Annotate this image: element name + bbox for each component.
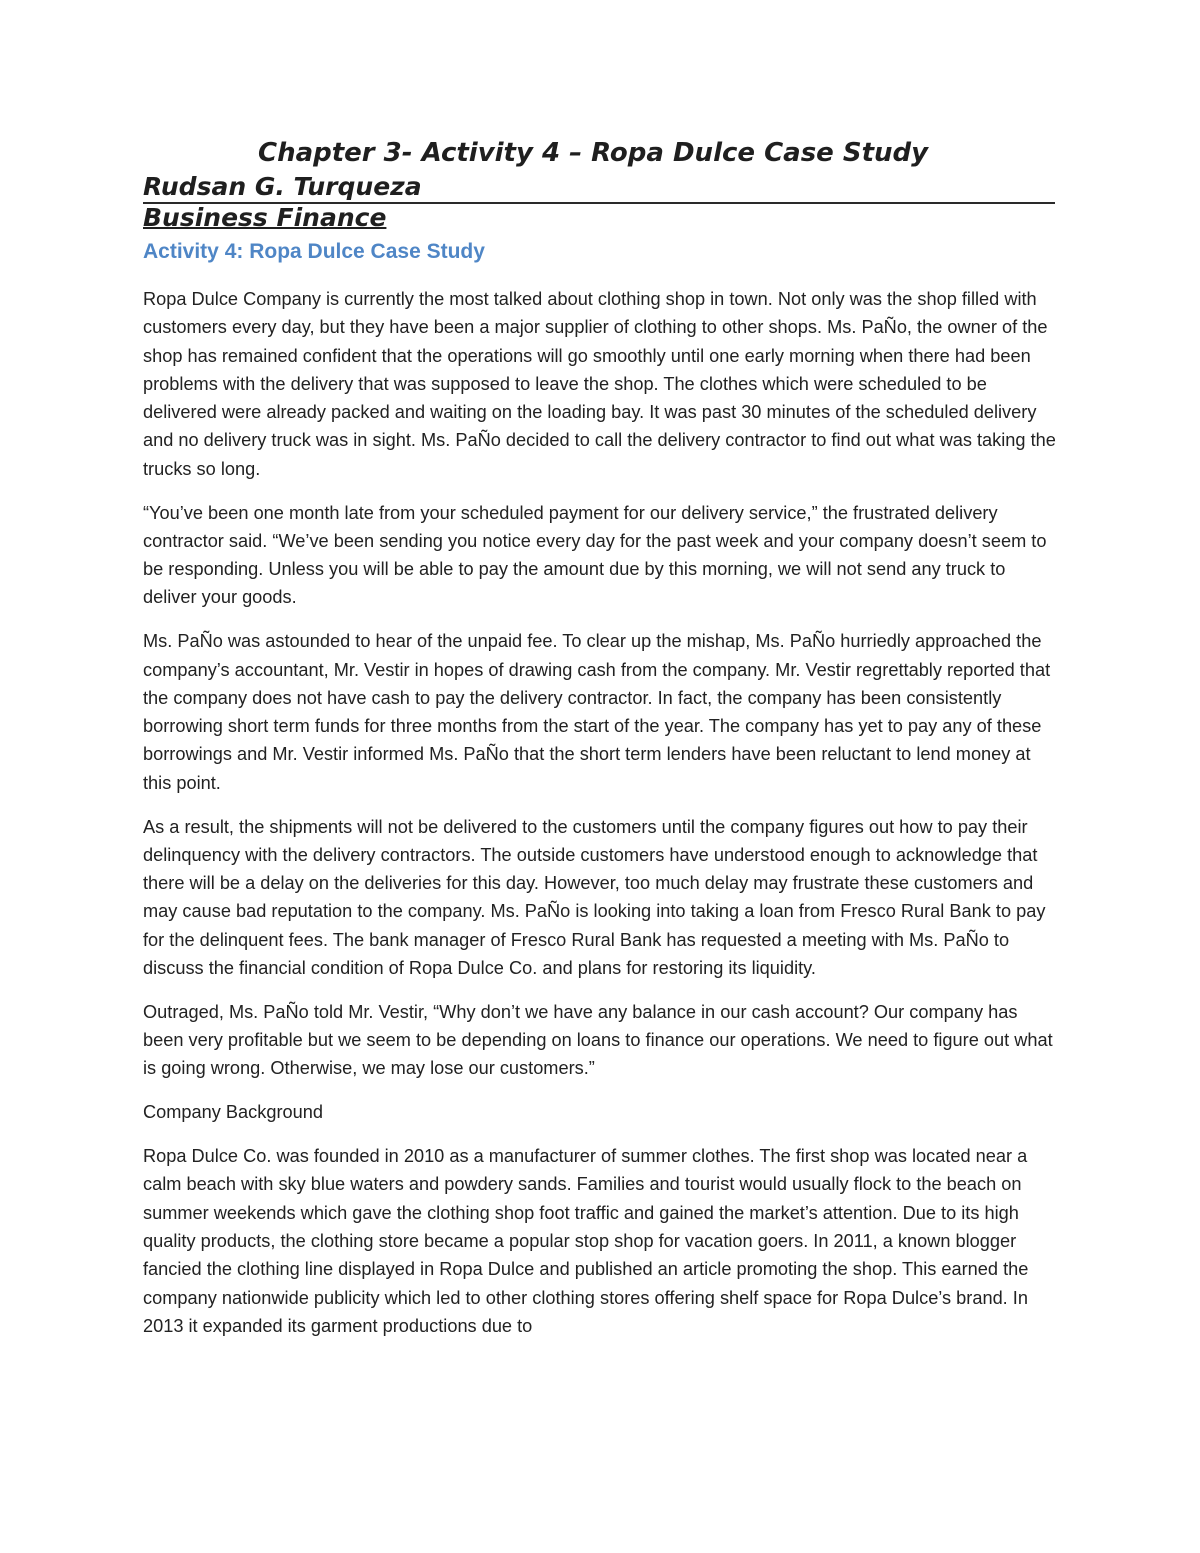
paragraph: “You’ve been one month late from your scheduled payment for our delivery service,” the frustrated delivery contractor said. “We’ve been sending you notice every day for the past week and your company doesn’t seem to be responding. Unless you will be able to pay the amount due by this morning, we will not send any truck to deliver your goods. bbox=[143, 502, 1047, 608]
activity-heading: Activity 4: Ropa Dulce Case Study bbox=[143, 240, 485, 263]
paragraph: Ropa Dulce Co. was founded in 2010 as a manufacturer of summer clothes. The first shop was located near a calm beach with sky blue waters and powdery sands. Families and tourist would usually flock to the beach on summer weekends which gave the clothing shop foot traffic and gained the market’s attention. Due to its high quality products, the clothing store became a popular stop shop for vacation goers. In 2011, a known blogger fancied the clothing line displayed in Ropa Dulce and published an article promoting the shop. This earned the company nationwide publicity which led to other clothing stores offering shelf space for Ropa Dulce’s brand. In 2013 it expanded its garment productions due to bbox=[143, 1146, 1029, 1336]
author-name: Rudsan G. Turqueza bbox=[143, 172, 1055, 204]
paragraph: Outraged, Ms. PaÑo told Mr. Vestir, “Why don’t we have any balance in our cash account? Our company has been very profitable but we seem to be depending on loans to finance our operations. We need to figure out what is going wrong. Otherwise, we may lose our customers.” bbox=[143, 1001, 1053, 1079]
section-label: Company Background bbox=[143, 1102, 323, 1123]
paragraph: Ropa Dulce Company is currently the most talked about clothing shop in town. Not only was the shop filled with customers every day, but they have been a major supplier of clothing to other shops. Ms. PaÑo, the owner of the shop has remained confident that the operations will go smoothly until one early morning when there had been problems with the delivery that was supposed to leave the shop. The clothes which were scheduled to be delivered were already packed and waiting on the loading bay. It was past 30 minutes of the scheduled delivery and no delivery truck was in sight. Ms. PaÑo decided to call the delivery contractor to find out what was taking the trucks so long. bbox=[143, 289, 1056, 479]
document-title: Chapter 3- Activity 4 – Ropa Dulce Case Study bbox=[258, 138, 929, 168]
paragraph: Ms. PaÑo was astounded to hear of the unpaid fee. To clear up the mishap, Ms. PaÑo hurriedly approached the company’s accountant, Mr. Vestir in hopes of drawing cash from the company. Mr. Vestir regrettably reported that the company does not have cash to pay the delivery contractor. In fact, the company has been consistently borrowing short term funds for three months from the start of the year. The company has yet to pay any of these borrowings and Mr. Vestir informed Ms. PaÑo that the short term lenders have been reluctant to lend money at this point. bbox=[143, 631, 1051, 793]
subject-name: Business Finance bbox=[143, 203, 387, 232]
paragraph: As a result, the shipments will not be delivered to the customers until the company figures out how to pay their delinquency with the delivery contractors. The outside customers have understood enough to acknowledge that there will be a delay on the deliveries for this day. However, too much delay may frustrate these customers and may cause bad reputation to the company. Ms. PaÑo is looking into taking a loan from Fresco Rural Bank to pay for the delinquent fees. The bank manager of Fresco Rural Bank has requested a meeting with Ms. PaÑo to discuss the financial condition of Ropa Dulce Co. and plans for restoring its liquidity. bbox=[143, 816, 1046, 979]
document-body bbox=[143, 285, 1061, 1356]
